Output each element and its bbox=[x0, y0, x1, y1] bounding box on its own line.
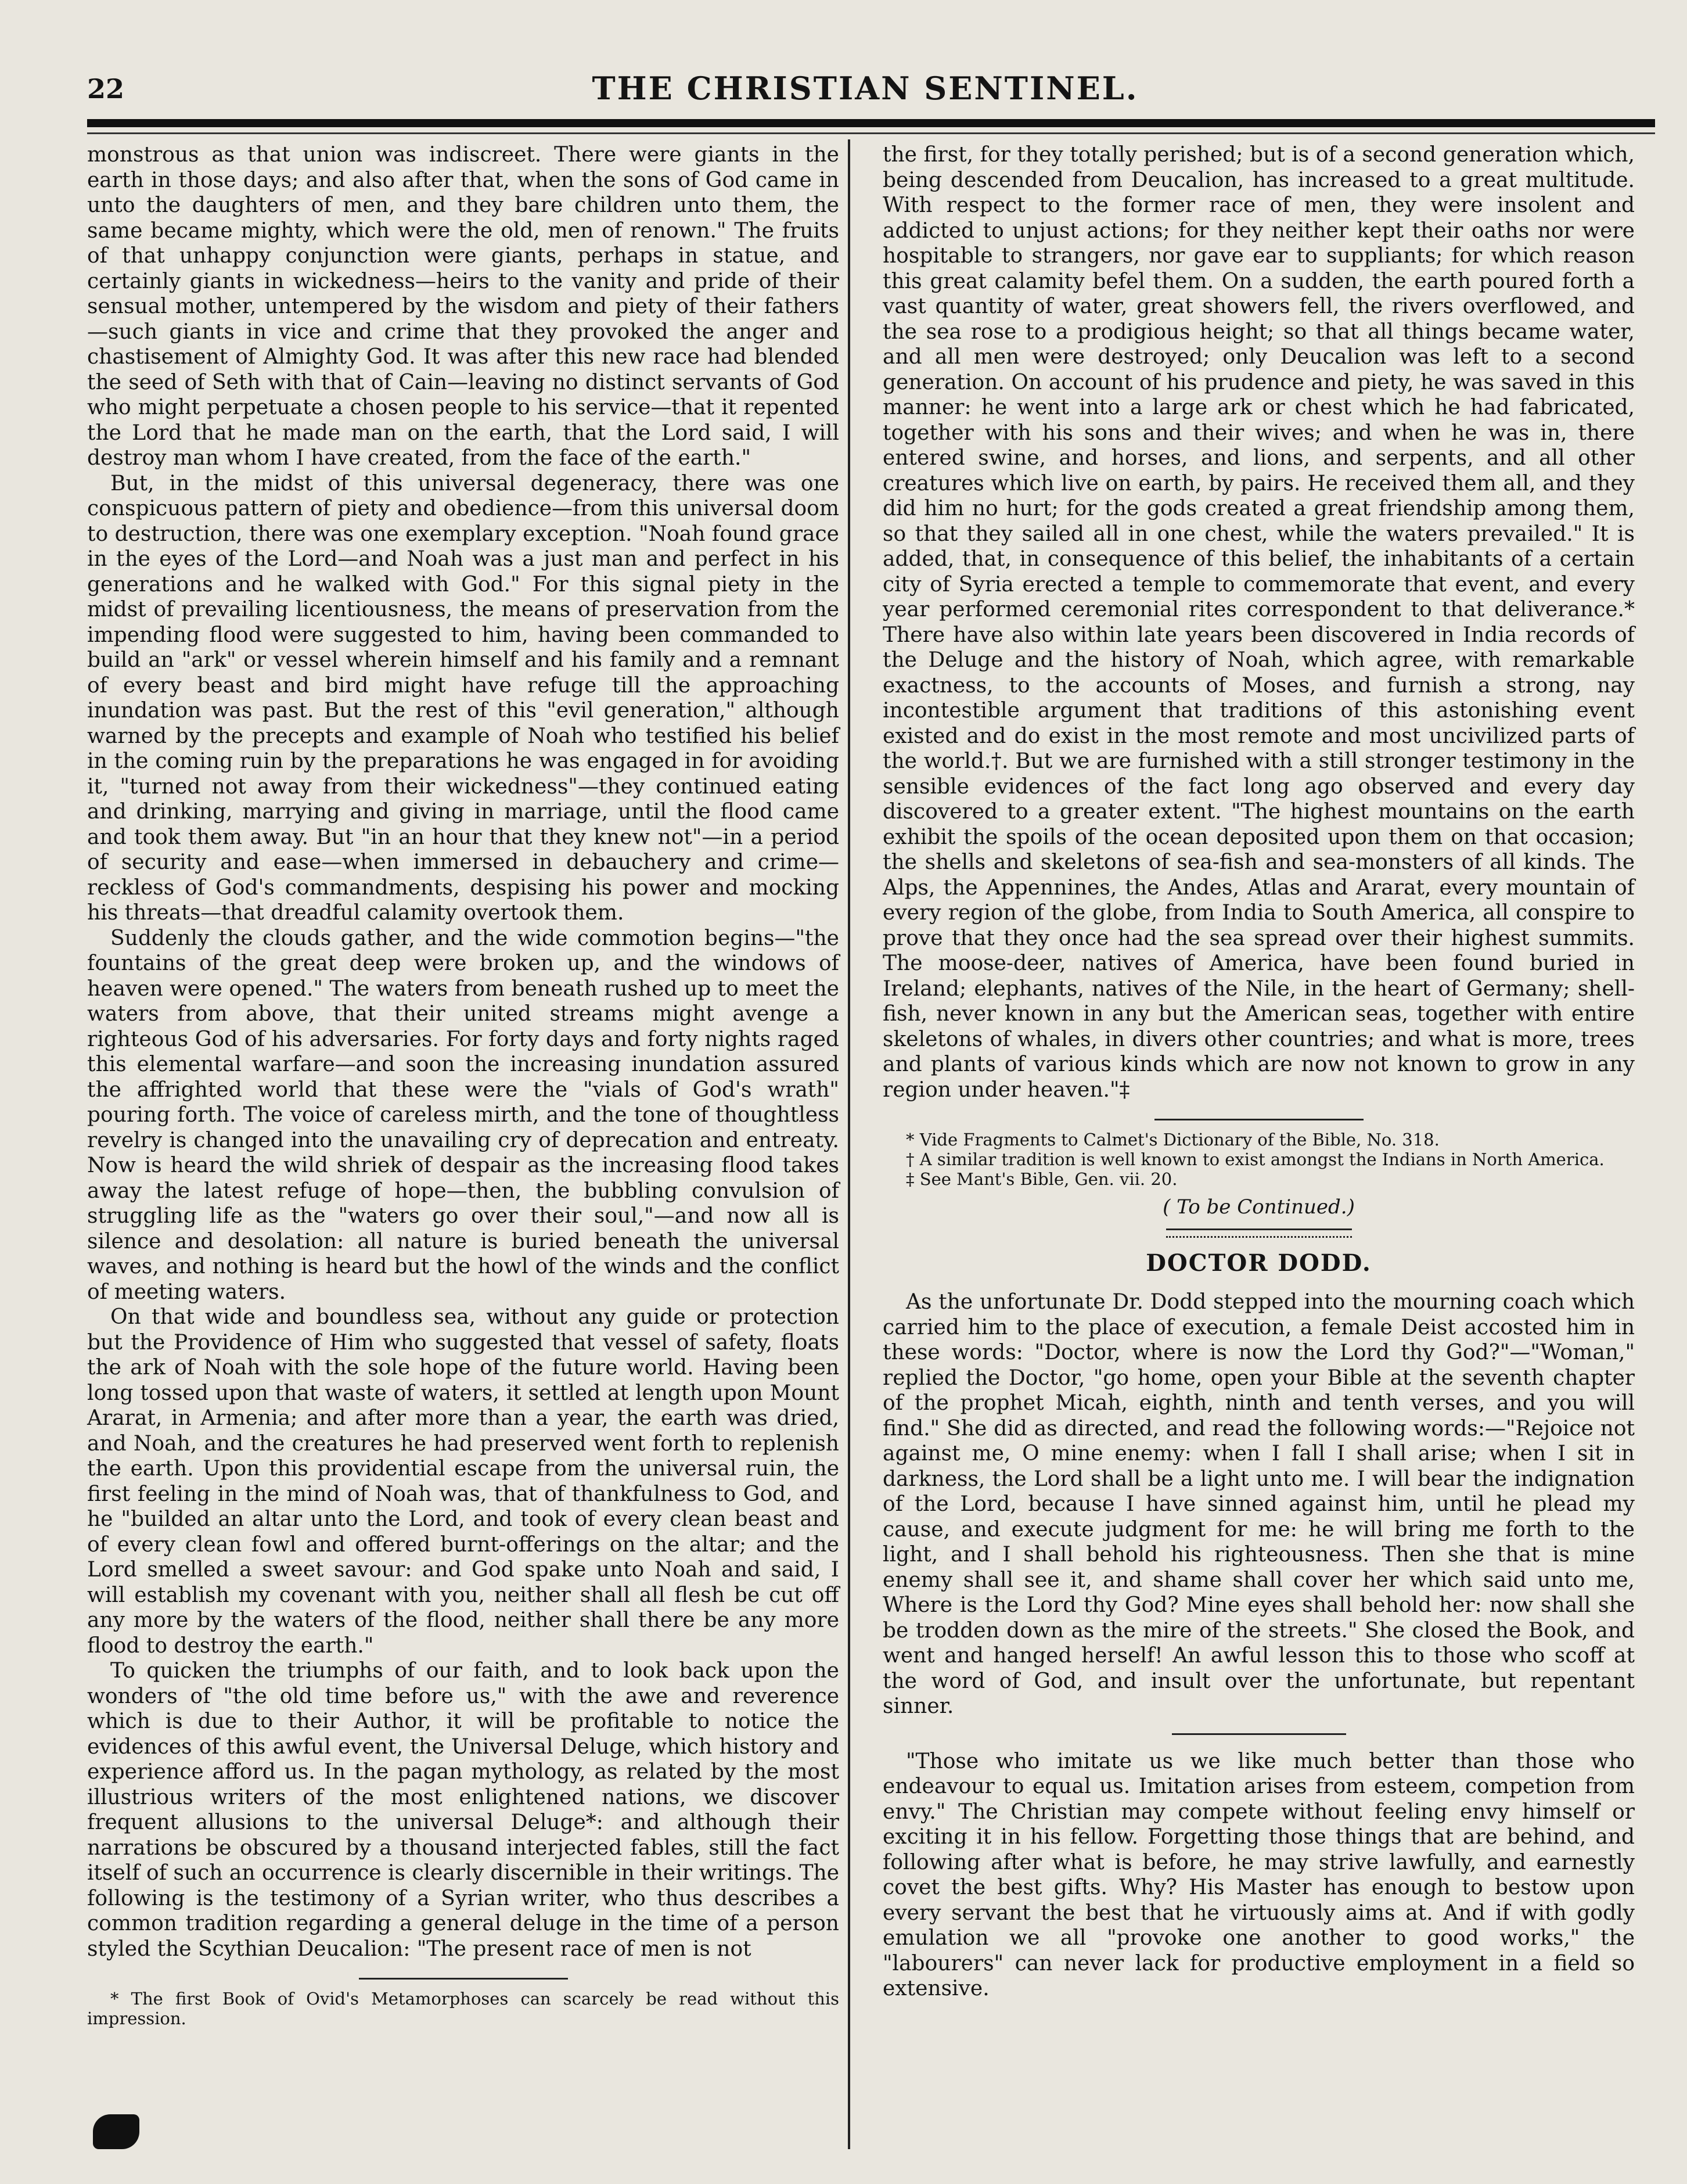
footnote: * The first Book of Ovid's Metamorphoses can scarcely be read without this impression. bbox=[87, 1989, 839, 2028]
ornamental-rule bbox=[1166, 1228, 1352, 1238]
page-header bbox=[87, 70, 1643, 116]
body-paragraph: the first, for they totally perished; but is of a second generation which, being descended from Deucalion, has increased to a great multitude. With respect to the former race of men, they were insolent and addicted to unjust actions; for they neither kept their oaths nor were hospitable to strangers, nor gave ear to suppliants; for which reason this great calamity befel them. On a sudden, the earth poured forth a vast quantity of water, great showers fell, the rivers overflowed, and the sea rose to a prodigious height; so that all things became water, and all men were destroyed; only Deucalion was left to a second generation. On account of his prudence and piety, he was saved in this manner: he went into a large ark or chest which he had fabricated, together with his sons and their wives; and when he was in, there entered swine, and horses, and lions, and serpents, and all other creatures which live on earth, by pairs. He received them all, and they did him no hurt; for the gods created a great friendship among them, so that they sailed all in one chest, while the waters prevailed." It is added, that, in consequence of this belief, the inhabitants of a certain city of Syria erected a temple to commemorate that event, and every year performed ceremonial rites correspondent to that deliverance.* There have also within late years been discovered in India records of the Deluge and the history of Noah, which agree, with remarkable exactness, to the accounts of Moses, and furnish a strong, nay incontestible argument that traditions of this astonishing event existed and do exist in the most remote and most uncivilized parts of the world.†. But we are furnished with a still stronger testimony in the sensible evidences of the fact long ago observed and every day discovered to a greater extent. "The highest mountains on the earth exhibit the spoils of the ocean deposited upon them on that occasion; the shells and skeletons of sea-fish and sea-monsters of all kinds. The Alps, the Appennines, the Andes, Atlas and Ararat, every mountain of every region of the globe, from India to South America, all conspire to prove that they once had the sea spread over their highest summits. The moose-deer, natives of America, have been found buried in Ireland; elephants, natives of the Nile, in the heart of Germany; shell-fish, never known in any but the American seas, together with entire skeletons of whales, in divers other countries; and what is more, trees and plants of various kinds which are now not known to grow in any region under heaven."‡ bbox=[883, 143, 1635, 1102]
body-paragraph: monstrous as that union was indiscreet. There were giants in the earth in those days; and also after that, when the sons of God came in unto the daughters of men, and they bare children unto them, the same became mighty, which were the old, men of renown." The fruits of that unhappy conjunction were giants, perhaps in statue, and certainly giants in wickedness—heirs to the vanity and pride of their sensual mother, untempered by the wisdom and piety of their fathers—such giants in vice and crime that they provoked the anger and chastisement of Almighty God. It was after this new race had blended the seed of Seth with that of Cain—leaving no distinct servants of God who might perpetuate a chosen people to his service—that it repented the Lord that he made man on the earth, that the Lord said, I will destroy man whom I have created, from the face of the earth." bbox=[87, 143, 839, 470]
section-rule bbox=[1172, 1733, 1346, 1735]
footnote-rule bbox=[359, 1978, 568, 1980]
header-rule-thick bbox=[87, 119, 1655, 127]
ink-smudge bbox=[93, 2114, 139, 2149]
continued-notice: ( To be Continued.) bbox=[1163, 1195, 1355, 1219]
section-heading: DOCTOR DODD. bbox=[1146, 1249, 1372, 1277]
journal-title: THE CHRISTIAN SENTINEL. bbox=[592, 70, 1139, 107]
body-paragraph: But, in the midst of this universal degeneracy, there was one conspicuous pattern of piety and obedience—from this universal doom to destruction, there was one exemplary exception. "Noah found grace in the eyes of the Lord—and Noah was a just man and perfect in his generations and he walked with God." For this signal piety in the midst of prevailing licentiousness, the means of preservation from the impending flood were suggested to him, having been commanded to build an "ark" or vessel wherein himself and his family and a remnant of every beast and bird might have refuge till the approaching inundation was past. But the rest of this "evil generation," although warned by the precepts and example of Noah who testified his belief in the coming ruin by the preparations he was engaged in for avoiding it, "turned not away from their wickedness"—they continued eating and drinking, marrying and giving in marriage, until the flood came and took them away. But "in an hour that they knew not"—in a period of security and ease—when immersed in debauchery and crime—reckless of God's commandments, despising his power and mocking his threats—that dreadful calamity overtook them. bbox=[87, 471, 839, 925]
page-number: 22 bbox=[87, 73, 125, 105]
body-paragraph: On that wide and boundless sea, without any guide or protection but the Providence of Him who suggested that vessel of safety, floats the ark of Noah with the sole hope of the future world. Having been long tossed upon that waste of waters, it settled at length upon Mount Ararat, in Armenia; and after more than a year, the earth was dried, and Noah, and the creatures he had preserved went forth to replenish the earth. Upon this providential escape from the universal ruin, the first feeling in the mind of Noah was, that of thankfulness to God, and he "builded an altar unto the Lord, and took of every clean beast and of every clean fowl and offered burnt-offerings on the altar; and the Lord smelled a sweet savour: and God spake unto Noah and said, I will establish my covenant with you, neither shall all flesh be cut off any more by the waters of the flood, neither shall there be any more flood to destroy the earth." bbox=[87, 1305, 839, 1658]
header-rule-thin bbox=[87, 132, 1655, 134]
body-paragraph: As the unfortunate Dr. Dodd stepped into the mourning coach which carried him to the place of execution, a female Deist accosted him in these words: "Doctor, where is now the Lord thy God?"—"Woman," replied the Doctor, "go home, open your Bible at the seventh chapter of the prophet Micah, eighth, ninth and tenth verses, and you will find." She did as directed, and read the following words:—"Rejoice not against me, O mine enemy: when I fall I shall arise; when I sit in darkness, the Lord shall be a light unto me. I will bear the indignation of the Lord, because I have sinned against him, until he plead my cause, and execute judgment for me: he will bring me forth to the light, and I shall behold his righteousness. Then she that is mine enemy shall see it, and shame shall cover her which said unto me, Where is the Lord thy God? Mine eyes shall behold her: now shall she be trodden down as the mire of the streets." She closed the Book, and went and hanged herself! An awful lesson this to those who scoff at the word of God, and insult over the unfortunate, but repentant sinner. bbox=[883, 1290, 1635, 1718]
body-paragraph: To quicken the triumphs of our faith, and to look back upon the wonders of "the old time before us," with the awe and reverence which is due to their Author, it will be profitable to notice the evidences of this awful event, the Universal Deluge, which history and experience afford us. In the pagan mythology, as related by the most illustrious writers of the most enlightened nations, we discover frequent allusions to the universal Deluge*: and although their narrations be obscured by a thousand interjected fables, still the fact itself of such an occurrence is clearly discernible in their writings. The following is the testimony of a Syrian writer, who thus describes a common tradition regarding a general deluge in the time of a person styled the Scythian Deucalion: "The present race of men is not bbox=[87, 1659, 839, 1961]
footnote: ‡ See Mant's Bible, Gen. vii. 20. bbox=[906, 1169, 1178, 1189]
footnote: * Vide Fragments to Calmet's Dictionary of the Bible, No. 318. bbox=[906, 1130, 1440, 1150]
footnote: † A similar tradition is well known to exist amongst the Indians in North America. bbox=[906, 1150, 1605, 1169]
body-paragraph: "Those who imitate us we like much better than those who endeavour to equal us. Imitation arises from esteem, competion from envy." The Christian may compete without feeling envy himself or exciting it in his fellow. Forgetting those things that are behind, and following after what is before, he may strive lawfully, and earnestly covet the best gifts. Why? His Master has enough to bestow upon every servant the best that he virtuously aims at. And if with godly emulation we all "provoke one another to good works," the "labourers" can never lack for productive employment in a field so extensive. bbox=[883, 1749, 1635, 2000]
body-paragraph: Suddenly the clouds gather, and the wide commotion begins—"the fountains of the great deep were broken up, and the windows of heaven were opened." The waters from beneath rushed up to meet the waters from above, that their united streams might avenge a righteous God of his adversaries. For forty days and forty nights raged this elemental warfare—and soon the increasing inundation assured the affrighted world that these were the "vials of God's wrath" pouring forth. The voice of careless mirth, and the tone of thoughtless revelry is changed into the unavailing cry of deprecation and entreaty. Now is heard the wild shriek of despair as the increasing flood takes away the latest refuge of hope—then, the bubbling convulsion of struggling life as the "waters go over their soul,"—and now all is silence and desolation: all nature is buried beneath the universal waves, and nothing is heard but the howl of the winds and the conflict of meeting waters. bbox=[87, 926, 839, 1304]
left-column bbox=[87, 142, 839, 2028]
right-column bbox=[883, 142, 1635, 2002]
footnote-rule bbox=[1154, 1119, 1364, 1120]
column-divider bbox=[848, 139, 850, 2149]
